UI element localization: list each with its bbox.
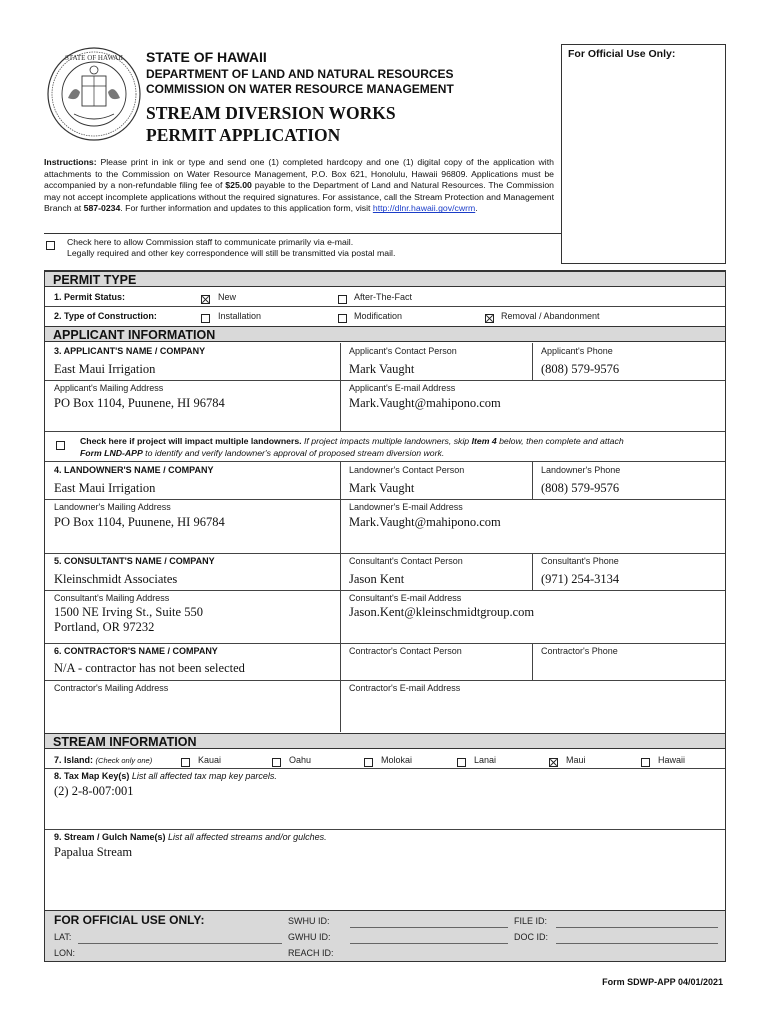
official-use-label: For Official Use Only:: [568, 48, 676, 60]
modification-label: Modification: [354, 311, 403, 321]
email-opt-line2: Legally required and other key correspondence will still be transmitted via postal mail.: [67, 248, 396, 258]
contractor-name-label: 6. CONTRACTOR'S NAME / COMPANY: [54, 646, 218, 656]
landowner-name-label: 4. LANDOWNER'S NAME / COMPANY: [54, 465, 214, 475]
multi-landowner-checkbox[interactable]: [56, 437, 65, 455]
instructions-label: Instructions:: [44, 157, 97, 167]
instructions: Instructions: Please print in ink or type and send one (1) completed hardcopy and one (1) digital copy of the application with attachments to the Commission on Water Resource Management, P.O. Box 621, Honolulu, Hawaii 96809. Applications must be accompanied by a non-refundable filing fee of $25.00 payable to the Department of Land and Natural Resources. The Commission may not accept incomplete applications without the required signatures. For assistance, call the Stream Protection and Management Branch at 587-0234. For further information and updates to this application form, visit http://dlnr.hawaii.gov/cwrm.: [44, 157, 554, 214]
reach-label: REACH ID:: [288, 948, 334, 958]
tmk-label: 8. Tax Map Key(s) List all affected tax map key parcels.: [54, 771, 277, 781]
official-use-heading: FOR OFFICIAL USE ONLY:: [54, 913, 205, 927]
applicant-email-label: Applicant's E-mail Address: [349, 383, 456, 393]
permit-new-label: New: [218, 292, 237, 302]
consultant-phone-label: Consultant's Phone: [541, 556, 619, 566]
multi-landowner-text: Check here if project will impact multiple landowners. If project impacts multiple landowners, skip Item 4 below, then complete and attach Form LND-APP to identify and verify landowner's approval of proposed stream diversion work.: [80, 436, 624, 458]
header-state: STATE OF HAWAII: [146, 49, 267, 65]
island-lanai-label: Lanai: [474, 755, 497, 765]
applicant-name-label: 3. APPLICANT'S NAME / COMPANY: [54, 346, 206, 356]
island-oahu-label: Oahu: [289, 755, 312, 765]
permit-status-label: 1. Permit Status:: [54, 292, 126, 302]
island-kauai-label: Kauai: [198, 755, 222, 765]
applicant-mail-label: Applicant's Mailing Address: [54, 383, 164, 393]
tmk-field[interactable]: (2) 2-8-007:001: [54, 784, 134, 798]
lat-label: LAT:: [54, 932, 72, 942]
state-seal: [46, 46, 142, 142]
island-maui-label: Maui: [566, 755, 586, 765]
header-commission: COMMISSION ON WATER RESOURCE MANAGEMENT: [146, 82, 454, 96]
consultant-name-field[interactable]: Kleinschmidt Associates: [54, 572, 178, 586]
island-label: 7. Island: (Check only one): [54, 755, 153, 765]
applicant-phone-field[interactable]: (808) 579-9576: [541, 362, 620, 376]
contractor-name-field[interactable]: N/A - contractor has not been selected: [54, 661, 245, 675]
gulch-label: 9. Stream / Gulch Name(s) List all affected streams and/or gulches.: [54, 832, 327, 842]
landowner-phone-label: Landowner's Phone: [541, 465, 621, 475]
gwhu-label: GWHU ID:: [288, 932, 331, 942]
permit-type-heading: PERMIT TYPE: [45, 271, 725, 287]
island-lanai-checkbox[interactable]: [457, 754, 466, 772]
consultant-phone-field[interactable]: (971) 254-3134: [541, 572, 620, 586]
consultant-email-field[interactable]: Jason.Kent@kleinschmidtgroup.com: [349, 605, 535, 619]
consultant-contact-field[interactable]: Jason Kent: [349, 572, 405, 586]
email-opt-line1: Check here to allow Commission staff to communicate primarily via e-mail.: [67, 237, 354, 247]
landowner-mail-field[interactable]: PO Box 1104, Puunene, HI 96784: [54, 515, 225, 529]
landowner-email-field[interactable]: Mark.Vaught@mahipono.com: [349, 515, 501, 529]
applicant-name-field[interactable]: East Maui Irrigation: [54, 362, 156, 376]
official-use-box: [561, 44, 726, 264]
doc-id-label: DOC ID:: [514, 932, 549, 942]
contractor-contact-label: Contractor's Contact Person: [349, 646, 462, 656]
island-maui-checkbox[interactable]: [549, 754, 558, 772]
permit-after-label: After-The-Fact: [354, 292, 413, 302]
landowner-contact-field[interactable]: Mark Vaught: [349, 481, 415, 495]
island-molokai-label: Molokai: [381, 755, 413, 765]
applicant-contact-label: Applicant's Contact Person: [349, 346, 457, 356]
installation-label: Installation: [218, 311, 262, 321]
applicant-mail-field[interactable]: PO Box 1104, Puunene, HI 96784: [54, 396, 225, 410]
island-oahu-checkbox[interactable]: [272, 754, 281, 772]
contractor-phone-label: Contractor's Phone: [541, 646, 618, 656]
email-opt-checkbox[interactable]: [46, 237, 55, 255]
landowner-name-field[interactable]: East Maui Irrigation: [54, 481, 156, 495]
applicant-heading: APPLICANT INFORMATION: [45, 326, 725, 342]
consultant-contact-label: Consultant's Contact Person: [349, 556, 463, 566]
contractor-mail-label: Contractor's Mailing Address: [54, 683, 169, 693]
landowner-phone-field[interactable]: (808) 579-9576: [541, 481, 620, 495]
landowner-contact-label: Landowner's Contact Person: [349, 465, 465, 475]
landowner-email-label: Landowner's E-mail Address: [349, 502, 463, 512]
removal-label: Removal / Abandonment: [501, 311, 600, 321]
gulch-field[interactable]: Papalua Stream: [54, 845, 133, 859]
island-hawaii-checkbox[interactable]: [641, 754, 650, 772]
lon-label: LON:: [54, 948, 76, 958]
consultant-email-label: Consultant's E-mail Address: [349, 593, 462, 603]
consultant-mail-line1[interactable]: 1500 NE Irving St., Suite 550: [54, 605, 203, 619]
consultant-mail-label: Consultant's Mailing Address: [54, 593, 170, 603]
landowner-mail-label: Landowner's Mailing Address: [54, 502, 171, 512]
form-title-line2: PERMIT APPLICATION: [146, 125, 341, 145]
svg-text:STATE OF HAWAII: STATE OF HAWAII: [65, 54, 123, 62]
island-hawaii-label: Hawaii: [658, 755, 686, 765]
header-department: DEPARTMENT OF LAND AND NATURAL RESOURCES: [146, 67, 454, 81]
stream-heading: STREAM INFORMATION: [45, 733, 725, 749]
swhu-label: SWHU ID:: [288, 916, 330, 926]
consultant-name-label: 5. CONSULTANT'S NAME / COMPANY: [54, 556, 215, 566]
island-kauai-checkbox[interactable]: [181, 754, 190, 772]
applicant-phone-label: Applicant's Phone: [541, 346, 613, 356]
island-molokai-checkbox[interactable]: [364, 754, 373, 772]
cwrm-link[interactable]: http://dlnr.hawaii.gov/cwrm: [372, 203, 476, 214]
form-title-line1: STREAM DIVERSION WORKS: [146, 103, 396, 123]
file-id-label: FILE ID:: [514, 916, 548, 926]
applicant-email-field[interactable]: Mark.Vaught@mahipono.com: [349, 396, 501, 410]
applicant-contact-field[interactable]: Mark Vaught: [349, 362, 415, 376]
contractor-email-label: Contractor's E-mail Address: [349, 683, 461, 693]
form-number: Form SDWP-APP 04/01/2021: [602, 977, 723, 987]
consultant-mail-line2[interactable]: Portland, OR 97232: [54, 620, 155, 634]
construction-label: 2. Type of Construction:: [54, 311, 157, 321]
